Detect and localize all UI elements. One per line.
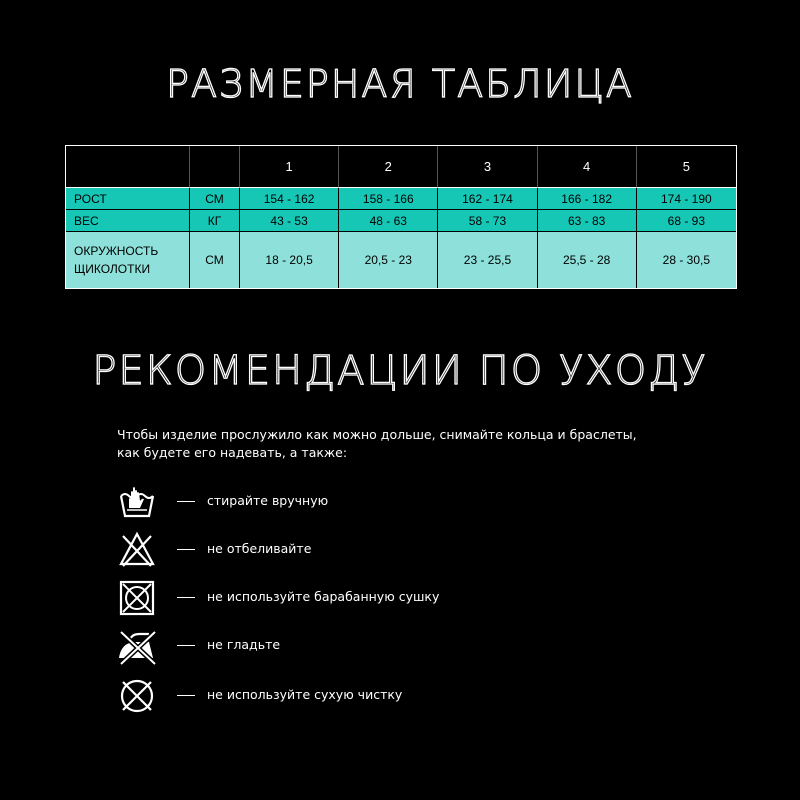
size-header: 4 [538, 146, 637, 188]
care-item-no-iron [115, 624, 715, 668]
size-header: 1 [240, 146, 339, 188]
care-item-text: не отбеливайте [207, 541, 312, 556]
table-cell: 174 - 190 [637, 188, 736, 210]
separator-dash [177, 597, 195, 598]
separator-dash [177, 501, 195, 502]
care-item-text: не используйте барабанную сушку [207, 589, 440, 604]
size-header: 2 [339, 146, 438, 188]
size-header: 3 [438, 146, 537, 188]
table-cell: 25,5 - 28 [538, 232, 637, 288]
ankle-row [66, 232, 736, 288]
row-label: РОСТ [66, 188, 190, 210]
care-item-hand-wash [115, 480, 715, 524]
table-cell: 48 - 63 [339, 210, 438, 232]
care-item-text: стирайте вручную [207, 493, 329, 508]
header-empty-cell [66, 146, 190, 188]
size-table-title: РАЗМЕРНАЯ ТАБЛИЦА [166, 62, 634, 106]
care-title: РЕКОМЕНДАЦИИ ПО УХОДУ [92, 348, 708, 394]
table-cell: 43 - 53 [240, 210, 339, 232]
care-item-no-bleach [115, 528, 715, 572]
row-label-line1: ОКРУЖНОСТЬ [74, 244, 159, 258]
weight-row [66, 210, 736, 232]
size-table [65, 145, 737, 289]
table-cell: 63 - 83 [538, 210, 637, 232]
hand-wash-icon [115, 480, 159, 524]
table-cell: 23 - 25,5 [438, 232, 537, 288]
no-dry-clean-icon [115, 674, 159, 718]
row-unit: СМ [190, 232, 240, 288]
table-cell: 158 - 166 [339, 188, 438, 210]
separator-dash [177, 645, 195, 646]
separator-dash [177, 549, 195, 550]
no-tumble-dry-icon [115, 576, 159, 620]
care-item-no-tumble-dry [115, 576, 715, 620]
table-cell: 166 - 182 [538, 188, 637, 210]
header-unit-cell [190, 146, 240, 188]
table-cell: 28 - 30,5 [662, 253, 711, 267]
care-item-text: не гладьте [207, 637, 281, 652]
table-cell: 68 - 93 [637, 210, 736, 232]
table-cell: 18 - 20,5 [240, 232, 339, 288]
table-cell: 20,5 - 23 [339, 232, 438, 288]
no-bleach-icon [115, 528, 159, 572]
care-intro-line2: как будете его надевать, а также: [117, 445, 348, 460]
row-label [66, 232, 190, 288]
care-intro-line1: Чтобы изделие прослужило как можно дольше, снимайте кольца и браслеты, [117, 427, 637, 442]
row-label-line2: ЩИКОЛОТКИ [74, 262, 151, 276]
care-intro [117, 426, 717, 462]
height-row [66, 188, 736, 210]
row-unit: КГ [190, 210, 240, 232]
row-unit: СМ [190, 188, 240, 210]
row-label: ВЕС [66, 210, 190, 232]
table-cell: 154 - 162 [240, 188, 339, 210]
separator-dash [177, 695, 195, 696]
care-item-text: не используйте сухую чистку [207, 687, 403, 702]
care-item-no-dry-clean [115, 674, 715, 718]
table-cell: 162 - 174 [438, 188, 537, 210]
size-header: 5 [637, 146, 736, 188]
no-iron-icon [115, 624, 159, 668]
table-cell: 58 - 73 [438, 210, 537, 232]
size-header-row [66, 146, 736, 188]
